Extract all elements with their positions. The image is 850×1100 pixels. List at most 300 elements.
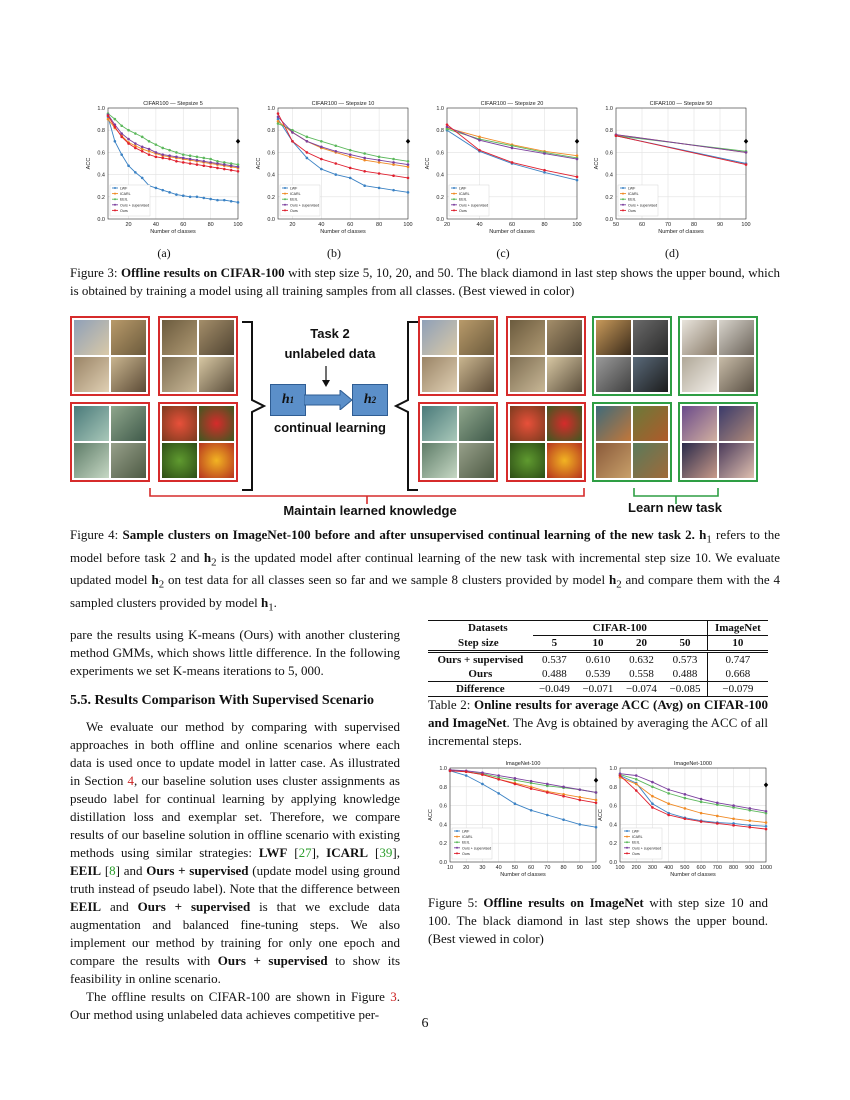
data-point	[765, 821, 768, 824]
section-ref-4[interactable]: 4	[127, 773, 135, 788]
legend-entry: Ours	[290, 208, 298, 213]
data-point	[114, 126, 117, 129]
x-tick-label: 600	[696, 865, 706, 871]
para-kmeans: pare the results using K-means (Ours) with another clustering method GMMs, which shows little difference. In the following experiments we set K-means iterations to 5, 000.	[70, 627, 400, 678]
y-tick-label: 1.0	[605, 106, 613, 112]
data-point	[320, 140, 323, 143]
legend-marker	[622, 209, 624, 211]
data-point	[161, 153, 164, 156]
data-point	[667, 814, 670, 817]
legend-entry: LWF	[462, 829, 470, 834]
data-point	[576, 158, 579, 161]
data-point	[209, 166, 212, 169]
x-tick-label: 90	[576, 865, 583, 871]
data-point	[378, 187, 381, 190]
upper-bound-diamond	[744, 139, 748, 144]
data-point	[168, 154, 171, 157]
cluster-thumb-goats	[160, 318, 236, 394]
legend-marker	[453, 193, 455, 195]
down-arrow	[320, 366, 332, 388]
p3-a: The offline results on CIFAR-100 are shown in Figure	[86, 989, 391, 1004]
data-point	[511, 161, 514, 164]
data-point	[216, 160, 219, 163]
legend-entry: Ours + supervised	[459, 203, 489, 208]
legend-entry: LWF	[290, 186, 298, 191]
data-point	[291, 140, 294, 143]
data-point	[530, 780, 533, 783]
data-point	[478, 136, 481, 139]
data-point	[562, 818, 565, 821]
cite-8[interactable]: 8	[109, 863, 116, 878]
legend-entry: EEIL	[459, 197, 467, 202]
data-point	[481, 773, 484, 776]
th-step: 10	[592, 637, 604, 649]
legend-entry: ICARL	[459, 192, 470, 197]
legend-entry: Ours + supervised	[628, 203, 658, 208]
x-tick-label: 1000	[759, 865, 772, 871]
update-arrow	[304, 390, 354, 410]
chart-title: ImageNet-1000	[674, 761, 712, 767]
cluster-thumb-dogs	[72, 318, 148, 394]
series-line	[620, 776, 766, 830]
data-point	[202, 157, 205, 160]
data-point	[478, 139, 481, 142]
x-tick-label: 100	[233, 222, 243, 228]
legend-entry: ICARL	[628, 192, 639, 197]
y-axis-label: ACC	[256, 157, 262, 170]
th-step: 10	[707, 636, 768, 652]
ours-sup-term-3: Ours + supervised	[217, 953, 328, 968]
y-tick-label: 1.0	[267, 106, 275, 112]
data-point	[392, 174, 395, 177]
data-point	[378, 172, 381, 175]
model-h1-box	[270, 384, 306, 416]
legend-marker	[626, 852, 628, 854]
data-point	[155, 187, 158, 190]
cite-27[interactable]: 27	[298, 845, 312, 860]
data-point	[134, 142, 137, 145]
data-point	[732, 824, 735, 827]
data-point	[578, 823, 581, 826]
data-point	[392, 189, 395, 192]
data-point	[716, 822, 719, 825]
data-point	[578, 799, 581, 802]
th-step-size: Step size	[458, 636, 499, 649]
th-step: 5	[551, 637, 558, 649]
y-tick-label: 1.0	[609, 766, 617, 772]
x-axis-label: Number of classes	[150, 229, 196, 235]
legend-marker	[622, 204, 624, 206]
x-tick-label: 70	[664, 222, 672, 228]
data-point	[446, 128, 449, 131]
y-tick-label: 0.0	[97, 217, 105, 223]
table2-caption	[428, 696, 768, 750]
data-point	[175, 160, 178, 163]
fig5-caption-rest: with step size 10 and 100. The black diamond in last step shows the upper bound. (Best viewed in color)	[428, 895, 768, 946]
legend-box	[110, 185, 150, 216]
x-tick-label: 30	[479, 865, 486, 871]
data-point	[684, 807, 687, 810]
x-tick-label: 80	[690, 222, 698, 228]
data-point	[514, 777, 517, 780]
data-point	[306, 151, 309, 154]
data-point	[562, 795, 565, 798]
subfig-label-d: (d)	[665, 246, 679, 260]
data-point	[182, 194, 185, 197]
p2-c: (update model using ground truth instead of pseudo label). Note that the difference between	[70, 863, 400, 896]
x-tick-label: 40	[476, 222, 483, 228]
fig3-caption	[70, 264, 780, 300]
data-point	[175, 193, 178, 196]
data-point	[407, 191, 410, 194]
cell: −0.079	[707, 682, 768, 697]
cluster-thumb-peppers-h2	[508, 404, 584, 480]
right-brace	[392, 320, 422, 492]
th-step: 20	[635, 637, 647, 649]
cap-h4: h	[608, 572, 617, 588]
y-tick-label: 0.8	[609, 784, 617, 791]
table2	[428, 620, 768, 697]
data-point	[765, 810, 768, 813]
cell: 0.573	[672, 654, 698, 666]
data-point	[651, 806, 654, 809]
data-point	[745, 151, 748, 154]
data-point	[700, 820, 703, 823]
legend-box	[452, 828, 492, 859]
data-point	[732, 804, 735, 807]
y-tick-label: 1.0	[436, 106, 444, 112]
data-point	[306, 136, 309, 139]
data-point	[481, 783, 484, 786]
data-point	[514, 802, 517, 805]
data-point	[196, 196, 199, 199]
data-point	[189, 154, 192, 157]
legend-marker	[284, 209, 286, 211]
data-point	[237, 201, 240, 204]
data-point	[120, 124, 123, 127]
series-line	[278, 114, 408, 178]
data-point	[465, 774, 468, 777]
data-point	[446, 126, 449, 129]
data-point	[182, 161, 185, 164]
data-point	[277, 120, 280, 123]
x-tick-label: 10	[446, 865, 454, 871]
data-point	[127, 138, 130, 141]
data-point	[168, 158, 171, 161]
data-point	[196, 159, 199, 162]
chart-title: CIFAR100 — Stepsize 10	[311, 101, 375, 107]
y-tick-label: 0.8	[267, 128, 275, 135]
legend-entry: EEIL	[462, 840, 470, 845]
legend-entry: ICARL	[632, 835, 643, 840]
data-point	[168, 191, 171, 194]
cluster-thumb-bathtubs	[680, 318, 756, 394]
y-tick-label: 0.0	[267, 217, 275, 223]
legend-entry: ICARL	[290, 192, 301, 197]
x-tick-label: 40	[152, 222, 159, 228]
p2-d: is that we exclude data augmentation and balanced fine-tuning steps. We also implement our method by training for only one epoch and compare the results with	[70, 899, 400, 968]
data-point	[349, 167, 352, 170]
data-point	[497, 774, 500, 777]
data-point	[635, 778, 638, 781]
data-point	[716, 801, 719, 804]
fig3-chart-a	[84, 98, 244, 243]
data-point	[765, 825, 768, 828]
x-tick-label: 100	[572, 222, 582, 228]
data-point	[230, 169, 233, 172]
data-point	[546, 791, 549, 794]
y-tick-label: 1.0	[439, 766, 447, 772]
data-point	[378, 156, 381, 159]
data-point	[141, 146, 144, 149]
row-label: Difference	[456, 683, 505, 695]
fig4-caption-bold: Sample clusters on ImageNet-100 before and after unsupervised continual learning of the new task 2.	[122, 527, 695, 542]
legend-entry: Ours + supervised	[462, 846, 492, 851]
fig3-chart-d	[592, 98, 752, 243]
data-point	[651, 786, 654, 789]
x-axis-label: Number of classes	[500, 872, 546, 878]
cite-39[interactable]: 39	[379, 845, 393, 860]
chart-title: CIFAR100 — Stepsize 50	[649, 101, 713, 107]
data-point	[216, 199, 219, 202]
data-point	[216, 167, 219, 170]
data-point	[349, 156, 352, 159]
data-point	[635, 774, 638, 777]
data-point	[363, 157, 366, 160]
y-axis-label: ACC	[594, 157, 600, 170]
fig4-caption-label: Figure 4:	[70, 527, 119, 542]
data-point	[748, 807, 751, 810]
data-point	[745, 163, 748, 166]
y-tick-label: 0.8	[436, 128, 444, 135]
data-point	[363, 159, 366, 162]
data-point	[155, 156, 158, 159]
legend-marker	[284, 193, 286, 195]
data-point	[378, 161, 381, 164]
data-point	[277, 112, 280, 115]
upper-bound-diamond	[575, 139, 579, 144]
legend-entry: ICARL	[120, 192, 131, 197]
table2-caption-bold: Online results for average ACC (Avg) on CIFAR-100 and ImageNet	[428, 697, 769, 730]
legend-marker	[114, 193, 116, 195]
table-row	[428, 682, 768, 697]
continual-learning-label: continual learning	[274, 420, 386, 435]
data-point	[667, 792, 670, 795]
data-point	[530, 787, 533, 790]
data-point	[141, 150, 144, 153]
data-point	[732, 817, 735, 820]
x-axis-label: Number of classes	[320, 229, 366, 235]
p2-b: , our baseline solution uses cluster assignments as pseudo label for continual learning by applying knowledge distillation loss and exemplar set. Therefore, we compare results of our baseline solution in offline scenario with existing methods using similar strategies:	[70, 773, 400, 860]
cap-sub4: 2	[616, 578, 622, 591]
data-point	[543, 169, 546, 172]
x-tick-label: 60	[638, 222, 646, 228]
data-point	[511, 147, 514, 150]
data-point	[189, 162, 192, 165]
th-imagenet: ImageNet	[707, 621, 768, 636]
data-point	[497, 792, 500, 795]
y-tick-label: 0.2	[609, 841, 617, 848]
y-tick-label: 0.4	[439, 822, 447, 829]
x-tick-label: 60	[180, 222, 187, 228]
x-tick-label: 80	[376, 222, 383, 228]
data-point	[141, 148, 144, 151]
data-point	[716, 815, 719, 818]
cell: 0.539	[585, 668, 611, 680]
eeil-term-2: EEIL	[70, 899, 102, 914]
legend-entry: Ours	[628, 208, 636, 213]
fig4-diagram	[0, 310, 850, 520]
x-tick-label: 80	[541, 222, 548, 228]
fig5-caption-label: Figure 5:	[428, 895, 478, 910]
y-tick-label: 0.2	[267, 194, 275, 201]
data-point	[306, 140, 309, 143]
fig3-chart-b	[254, 98, 414, 243]
upper-bound-diamond	[406, 139, 410, 144]
data-point	[530, 809, 533, 812]
legend-marker	[284, 204, 286, 206]
legend-entry: EEIL	[120, 197, 128, 202]
data-point	[196, 163, 199, 166]
cell: 0.632	[629, 654, 654, 666]
upper-bound-diamond	[236, 139, 240, 144]
legend-marker	[453, 204, 455, 206]
legend-marker	[453, 187, 455, 189]
data-point	[155, 143, 158, 146]
y-tick-label: 0.2	[97, 194, 105, 201]
data-point	[578, 788, 581, 791]
cell: −0.071	[582, 683, 614, 695]
data-point	[230, 164, 233, 167]
data-point	[189, 158, 192, 161]
data-point	[237, 166, 240, 169]
x-tick-label: 100	[591, 865, 601, 871]
legend-entry: LWF	[120, 186, 128, 191]
series-line	[278, 121, 408, 167]
y-tick-label: 0.2	[439, 841, 447, 848]
row-label: Ours + supervised	[437, 654, 524, 666]
data-point	[407, 163, 410, 166]
data-point	[320, 146, 323, 149]
data-point	[334, 144, 337, 147]
data-point	[127, 164, 130, 167]
data-point	[291, 131, 294, 134]
y-tick-label: 0.2	[605, 194, 613, 201]
data-point	[223, 199, 226, 202]
page-number: 6	[421, 1016, 429, 1031]
p3-b: . Our method using unlabeled data achieves competitive per-	[70, 989, 400, 1022]
data-point	[700, 798, 703, 801]
task-title: Task 2	[310, 326, 350, 341]
cluster-thumb-birds-h2	[420, 404, 496, 480]
data-point	[107, 118, 110, 121]
data-point	[202, 197, 205, 200]
x-tick-label: 50	[511, 865, 518, 871]
y-tick-label: 0.6	[439, 803, 447, 810]
data-point	[141, 136, 144, 139]
cap-sub1: 1	[706, 533, 712, 546]
cell: 0.668	[707, 667, 768, 682]
data-point	[576, 154, 579, 157]
cluster-thumb-birds	[72, 404, 148, 480]
x-tick-label: 100	[615, 865, 625, 871]
data-point	[546, 814, 549, 817]
ours-sup-term-2: Ours + supervised	[137, 899, 251, 914]
data-point	[546, 783, 549, 786]
h2-sub: 2	[371, 395, 377, 405]
data-point	[765, 828, 768, 831]
y-tick-label: 0.4	[609, 822, 617, 829]
x-tick-label: 40	[318, 222, 325, 228]
data-point	[349, 177, 352, 180]
data-point	[578, 796, 581, 799]
data-point	[562, 786, 565, 789]
legend-marker	[456, 852, 458, 854]
legend-marker	[284, 198, 286, 200]
data-point	[576, 179, 579, 182]
data-point	[209, 198, 212, 201]
x-tick-label: 300	[647, 865, 658, 871]
cell: 0.610	[585, 654, 611, 666]
x-tick-label: 200	[631, 865, 641, 871]
data-point	[223, 161, 226, 164]
data-point	[223, 163, 226, 166]
legend-entry: Ours + supervised	[290, 203, 320, 208]
x-tick-label: 80	[560, 865, 567, 871]
cluster-thumb-peppers	[160, 404, 236, 480]
y-tick-label: 1.0	[97, 106, 105, 112]
data-point	[182, 153, 185, 156]
th-datasets: Datasets	[468, 622, 508, 635]
data-point	[237, 170, 240, 173]
x-tick-label: 900	[745, 865, 755, 871]
icarl-term: ICARL	[326, 845, 369, 860]
fig5-chart-imagenet100	[426, 758, 602, 886]
fig3-caption-label: Figure 3:	[70, 265, 118, 280]
y-tick-label: 0.2	[436, 194, 444, 201]
data-point	[202, 164, 205, 167]
series-line	[450, 770, 596, 793]
data-point	[615, 134, 618, 137]
cap-rest1: refers to the model before task 2 and	[70, 527, 781, 565]
data-point	[196, 156, 199, 159]
cap-h3: h	[151, 572, 159, 588]
data-point	[543, 171, 546, 174]
learn-new-label: Learn new task	[628, 500, 722, 515]
model-h2-box	[352, 384, 388, 416]
cell: 0.537	[542, 654, 567, 666]
series-line	[450, 770, 596, 800]
cap-rest3: on test data for all classes seen so far and we sample 8 clusters provided by model	[164, 572, 609, 588]
cap-h2: h	[203, 549, 212, 565]
data-point	[465, 770, 468, 773]
data-point	[651, 802, 654, 805]
p2-and: and	[101, 899, 138, 914]
data-point	[684, 793, 687, 796]
left-column	[70, 626, 400, 1024]
eeil-term: EEIL	[70, 863, 102, 878]
task-subtitle: unlabeled data	[284, 346, 376, 361]
data-point	[134, 144, 137, 147]
y-tick-label: 0.4	[436, 172, 444, 179]
data-point	[223, 168, 226, 171]
figure-ref-3[interactable]: 3	[390, 989, 397, 1004]
data-point	[700, 812, 703, 815]
chart-title: CIFAR100 — Stepsize 5	[143, 101, 203, 107]
data-point	[651, 795, 654, 798]
legend-marker	[622, 193, 624, 195]
data-point	[363, 152, 366, 155]
